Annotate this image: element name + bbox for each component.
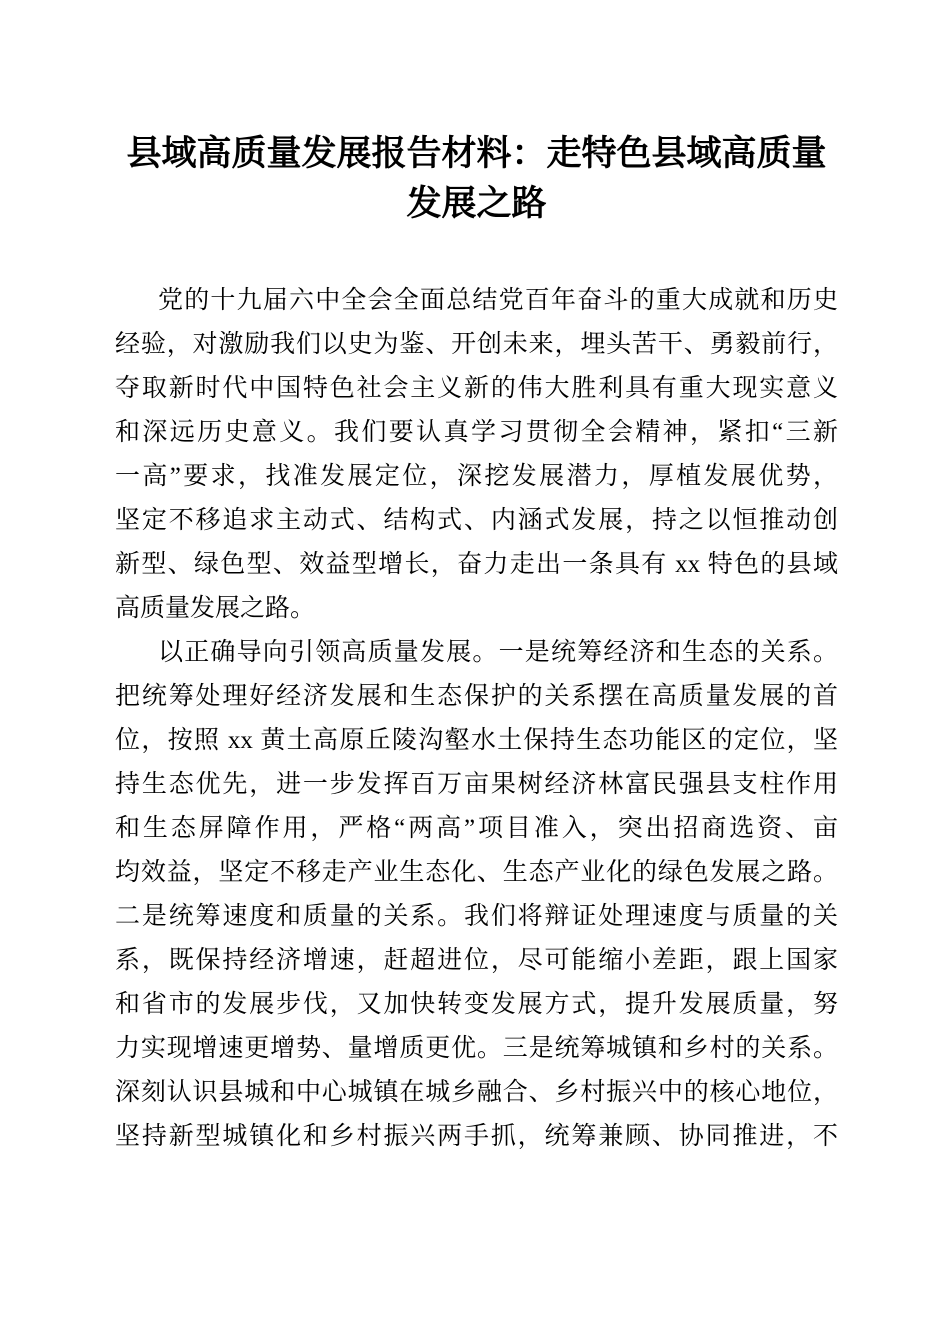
paragraph-line: 位，按照 xx 黄土高原丘陵沟壑水土保持生态功能区的定位，坚 xyxy=(115,727,838,754)
paragraph-line: 持生态优先，进一步发挥百万亩果树经济林富民强县支柱作用 xyxy=(115,771,838,798)
paragraph xyxy=(115,631,838,1159)
paragraph-line: 以正确导向引领高质量发展。一是统筹经济和生态的关系。 xyxy=(158,639,838,666)
paragraph-line: 新型、绿色型、效益型增长，奋力走出一条具有 xx 特色的县域 xyxy=(115,551,838,578)
paragraph-line: 经验，对激励我们以史为鉴、开创未来，埋头苦干、勇毅前行， xyxy=(115,331,838,358)
title-line-2: 发展之路 xyxy=(406,184,547,223)
paragraph xyxy=(115,279,838,631)
document-body xyxy=(115,279,838,1159)
paragraph-line: 和深远历史意义。我们要认真学习贯彻全会精神，紧扣“三新 xyxy=(115,419,838,446)
paragraph-line: 夺取新时代中国特色社会主义新的伟大胜利具有重大现实意义 xyxy=(115,375,838,402)
paragraph-line: 坚定不移追求主动式、结构式、内涵式发展，持之以恒推动创 xyxy=(115,507,838,534)
paragraph-line: 一高”要求，找准发展定位，深挖发展潜力，厚植发展优势， xyxy=(115,463,838,490)
paragraph-line: 党的十九届六中全会全面总结党百年奋斗的重大成就和历史 xyxy=(158,287,838,314)
document-title xyxy=(115,129,838,229)
paragraph-line: 力实现增速更增势、量增质更优。三是统筹城镇和乡村的关系。 xyxy=(115,1035,838,1062)
paragraph-line: 深刻认识县城和中心城镇在城乡融合、乡村振兴中的核心地位， xyxy=(115,1079,838,1106)
paragraph-line: 二是统筹速度和质量的关系。我们将辩证处理速度与质量的关 xyxy=(115,903,838,930)
paragraph-line: 坚持新型城镇化和乡村振兴两手抓，统筹兼顾、协同推进，不 xyxy=(115,1123,838,1150)
paragraph-line: 系，既保持经济增速，赶超进位，尽可能缩小差距，跟上国家 xyxy=(115,947,838,974)
paragraph-line: 均效益，坚定不移走产业生态化、生态产业化的绿色发展之路。 xyxy=(115,859,838,886)
paragraph-line: 和生态屏障作用，严格“两高”项目准入，突出招商选资、亩 xyxy=(115,815,838,842)
paragraph-line: 和省市的发展步伐，又加快转变发展方式，提升发展质量，努 xyxy=(115,991,838,1018)
title-line-1: 县域高质量发展报告材料：走特色县域高质量 xyxy=(126,134,827,173)
paragraph-line: 把统筹处理好经济发展和生态保护的关系摆在高质量发展的首 xyxy=(115,683,838,710)
paragraph-line: 高质量发展之路。 xyxy=(115,595,316,622)
